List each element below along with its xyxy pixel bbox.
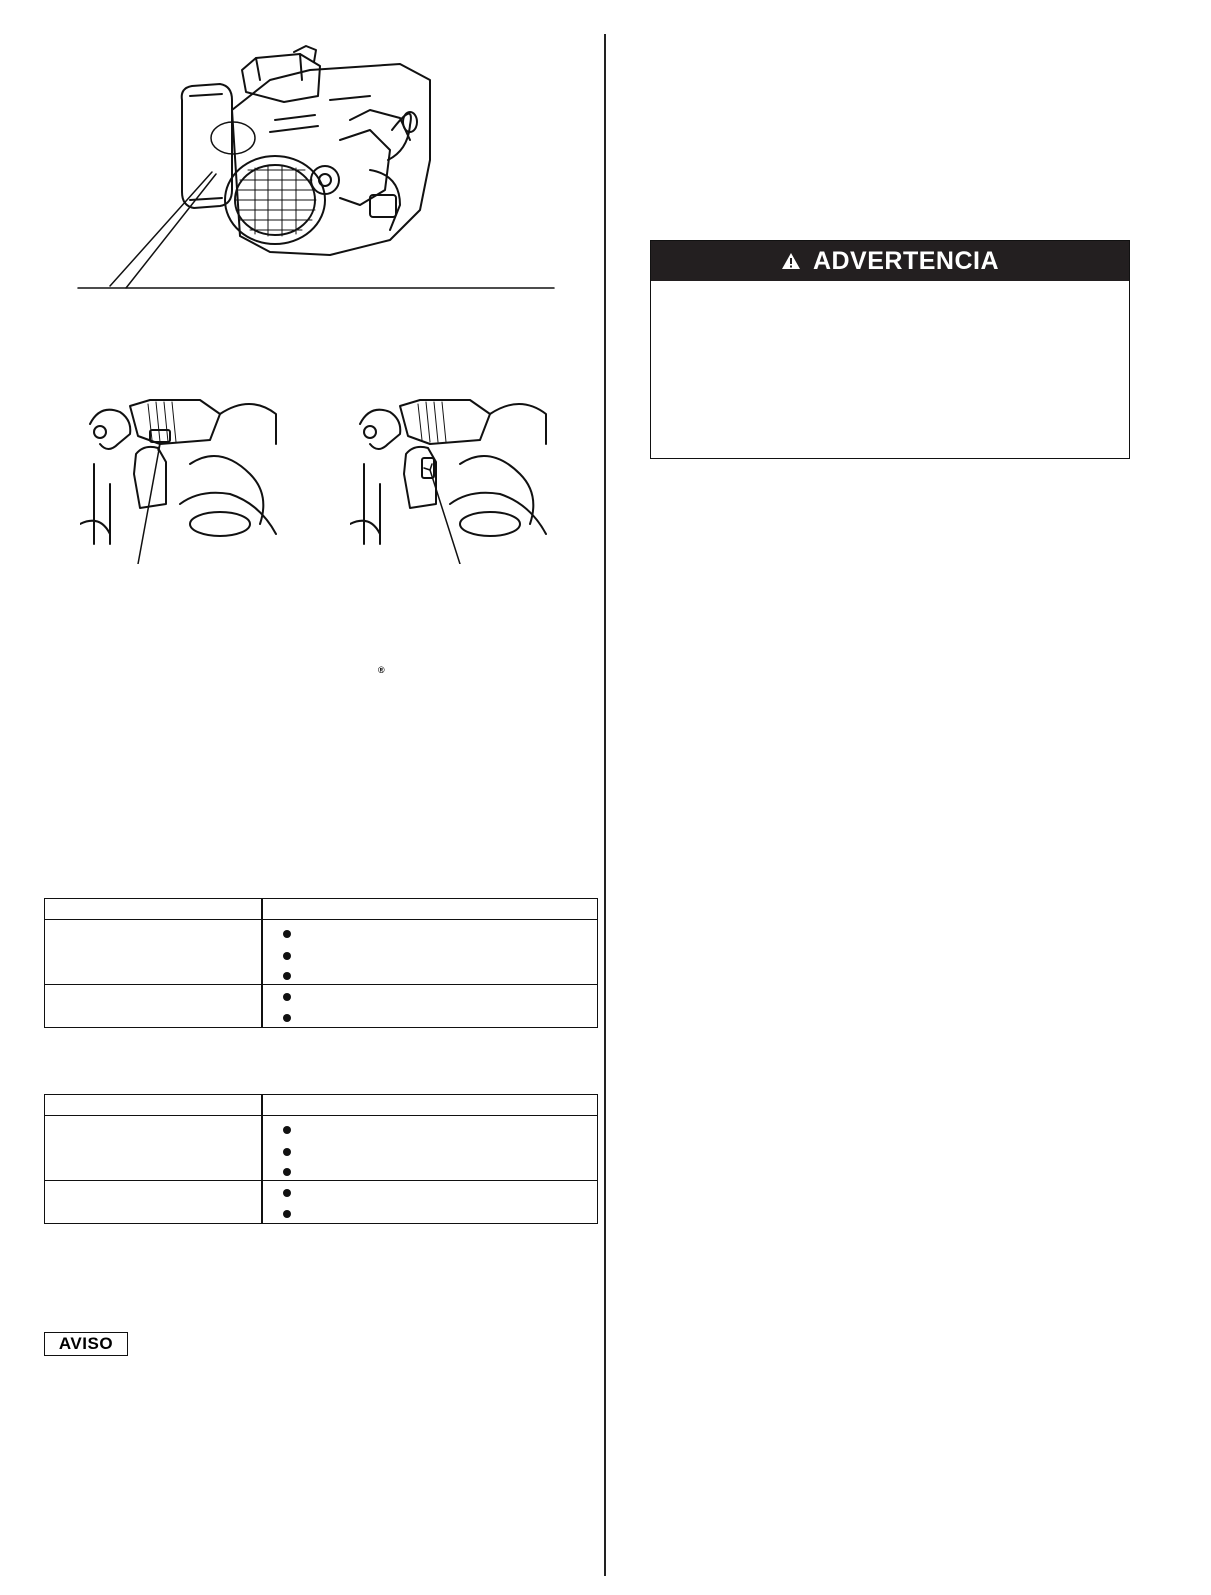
warning-triangle-icon [781,252,801,270]
notice-label: AVISO [58,1334,114,1353]
bullet-icon [283,972,291,980]
table-header [45,1095,597,1116]
fuel-valve-closeup-left [80,384,280,564]
bullet-icon [283,930,291,938]
bullet-icon [283,1148,291,1156]
column-divider [604,34,606,1576]
bullet-icon [283,1189,291,1197]
table-row [45,1116,597,1181]
spec-table-1 [44,898,598,1028]
bullet-icon [283,993,291,1001]
bullet-icon [283,952,291,960]
notice-box [44,1332,128,1356]
engine-illustration [70,40,560,295]
registered-mark: ® [378,665,385,675]
bullet-icon [283,1126,291,1134]
warning-box [650,240,1130,459]
spec-table-2 [44,1094,598,1224]
warning-title: ADVERTENCIA [812,246,1000,275]
bullet-icon [283,1014,291,1022]
table-row [45,985,597,1027]
fuel-valve-closeup-right [350,384,550,564]
bullet-icon [283,1210,291,1218]
table-row [45,920,597,985]
warning-header [651,241,1129,281]
table-header [45,899,597,920]
bullet-icon [283,1168,291,1176]
table-row [45,1181,597,1223]
